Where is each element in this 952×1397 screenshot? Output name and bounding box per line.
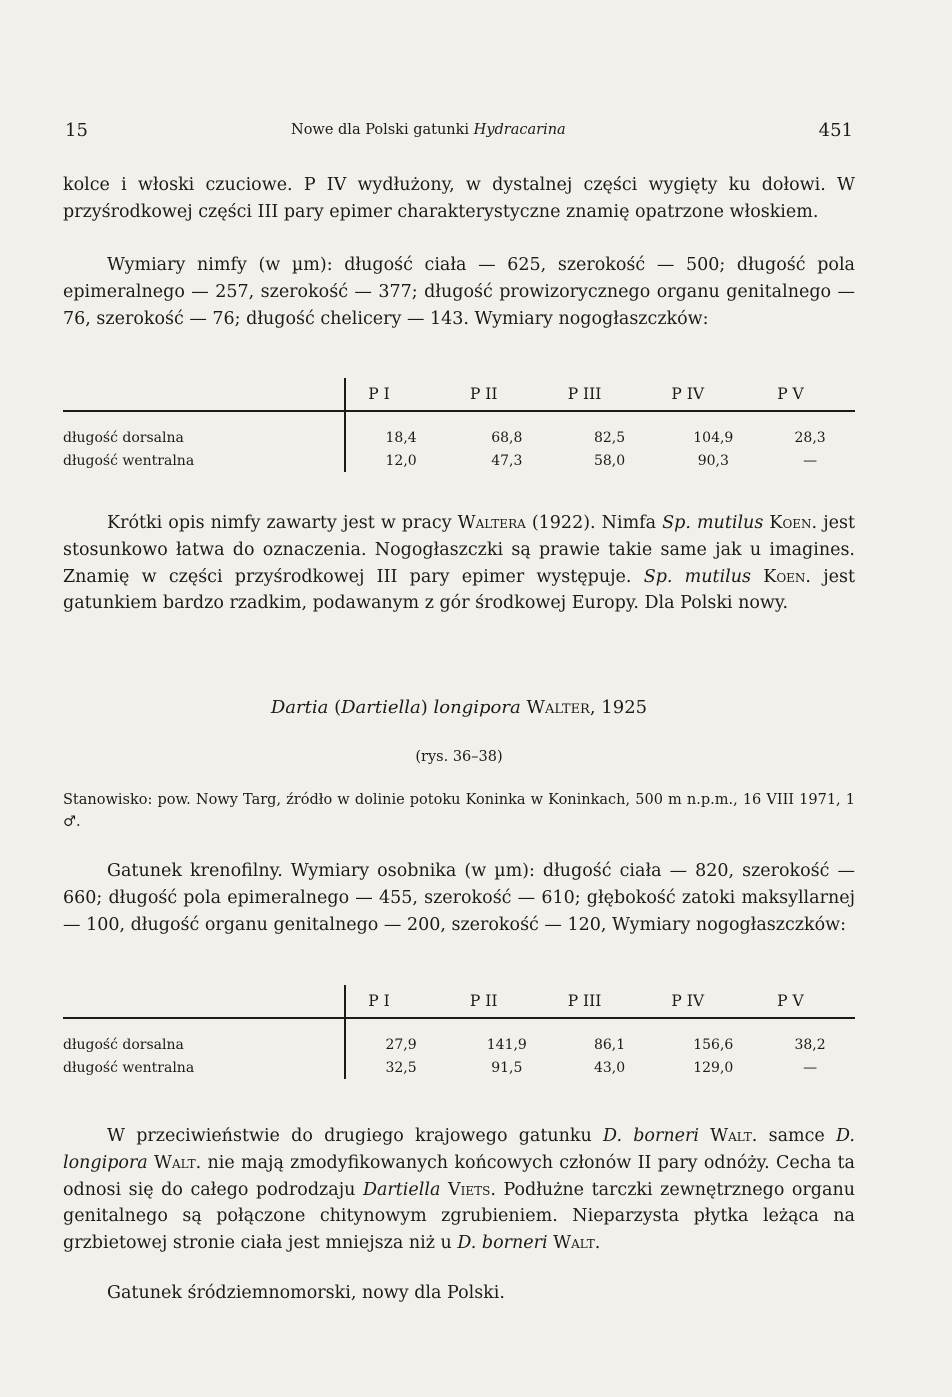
table-header-cell: P I (368, 385, 390, 403)
page-number-left: 15 (65, 120, 88, 141)
table-cell: 82,5 (593, 429, 626, 446)
running-title: Nowe dla Polski gatunki Hydracarina (291, 122, 566, 138)
author-name: Viets. (447, 1179, 496, 1200)
row-label: długość dorsalna (63, 1036, 184, 1053)
row-label: długość wentralna (63, 452, 195, 469)
paragraph-nymph-measurements: Wymiary nimfy (w µm): długość ciała — 625, szerokość — 500; długość pola epimeralnego — 257, szerokość — 377; długość prowizorycznego organu genitalnego — 76, szerokość — 76; długość chelicery — 143. Wymiary nogogłaszczków: (63, 255, 855, 329)
row-label: długość wentralna (63, 1059, 195, 1076)
species-name: D. borneri (603, 1126, 699, 1146)
table-header-cell: P IV (671, 992, 705, 1010)
table-cell: 129,0 (693, 1059, 734, 1076)
author-name: Walt. (154, 1152, 202, 1173)
table-cell: 32,5 (345, 1056, 456, 1079)
subgenus-name: Dartiella (362, 1179, 441, 1200)
table-cell: 27,9 (345, 1018, 456, 1056)
table-cell: 28,3 (794, 429, 826, 446)
table-header-cell: P II (469, 385, 498, 403)
table-cell: — (803, 452, 818, 469)
paragraph-distribution: Gatunek śródziemnomorski, nowy dla Polski. (107, 1283, 505, 1303)
page-number-right: 451 (818, 120, 853, 141)
table-header-cell: P II (469, 992, 498, 1010)
table-cell: 12,0 (345, 449, 456, 472)
author-name: Walt. (710, 1126, 758, 1146)
table-cell: 90,3 (697, 452, 729, 469)
figure-reference: (rys. 36–38) (415, 749, 503, 765)
table-row (63, 411, 855, 449)
table-header-cell: P III (567, 385, 602, 403)
species-name: Sp. mutilus (643, 566, 752, 587)
species-name: Sp. mutilus (662, 513, 764, 533)
table-cell: 156,6 (693, 1036, 734, 1053)
table-cell: 18,4 (345, 411, 456, 449)
table-cell: 104,9 (693, 429, 734, 446)
species-name: D. longipora (63, 1126, 855, 1173)
table-row (63, 1018, 855, 1056)
table-row (63, 1056, 855, 1079)
table-row (63, 449, 855, 472)
table-cell: 91,5 (491, 1059, 523, 1076)
table-header-cell: P III (567, 992, 602, 1010)
paragraph-nymph-description: kolce i włoski czuciowe. P IV wydłużony, w dystalnej części wygięty ku dołowi. W przyśrodkowej części III pary epimer charakterystyczne znamię opatrzone włoskiem. (63, 175, 855, 222)
species-heading: Dartia (Dartiella) longipora Walter, 1925 (270, 697, 648, 718)
table-cell: 68,8 (491, 429, 523, 446)
page-header (63, 120, 855, 142)
species-name: D. borneri (457, 1233, 548, 1254)
table-cell: 43,0 (593, 1059, 626, 1076)
table-cell: 58,0 (593, 452, 626, 469)
table-cell: 38,2 (794, 1036, 826, 1053)
table-cell: 141,9 (486, 1036, 527, 1053)
table-header-cell: P I (368, 992, 390, 1010)
author-name: Walt. (553, 1233, 601, 1254)
table-header-cell: P IV (671, 385, 705, 403)
table-cell: 86,1 (593, 1036, 626, 1053)
paragraph-comparison: W przeciwieństwie do drugiego krajowego gatunku D. borneri Walt. samce D. longipora Walt. nie mają zmodyfikowanych końcowych członów II pary odnóży. Cecha ta odnosi się do całego podrodzaju Dartiella Viets. Podłużne tarczki zewnętrznego organu genitalnego są połączone chitynowym zgrubieniem. Nieparzysta płytka leżąca na grzbietowej stronie ciała jest mniejsza niż u D. borneri Walt. (63, 1126, 855, 1254)
table-header-cell: P V (777, 992, 804, 1010)
author-name: Koen. (769, 513, 818, 533)
locality-record: Stanowisko: pow. Nowy Targ, źródło w dolinie potoku Koninka w Koninkach, 500 m n.p.m., 16 VIII 1971, 1 ♂. (63, 792, 855, 830)
row-label: długość dorsalna (63, 429, 184, 446)
paragraph-nymph-remarks: Krótki opis nimfy zawarty jest w pracy Waltera (1922). Nimfa Sp. mutilus Koen. jest stosunkowo łatwa do oznaczenia. Nogogłaszczki są prawie takie same jak u imagines. Znamię w części przyśrodkowej III pary epimer występuje. Sp. mutilus Koen. jest gatunkiem bardzo rzadkim, podawanym z gór środkowej Europy. Dla Polski nowy. (63, 513, 855, 614)
author-name: Koen. (763, 566, 811, 587)
pedipalp-table-nymph (63, 378, 855, 472)
author-name: Waltera (457, 513, 526, 533)
table-cell: — (803, 1059, 818, 1076)
table-header-cell: P V (777, 385, 804, 403)
table-cell: 47,3 (491, 452, 523, 469)
paragraph-specimen-measurements: Gatunek krenofilny. Wymiary osobnika (w µm): długość ciała — 820, szerokość — 660; długość pola epimeralnego — 455, szerokość — 610; głębokość zatoki maksyllarnej — 100, długość organu genitalnego — 200, szerokość — 120, Wymiary nogogłaszczków: (63, 861, 855, 935)
pedipalp-table-adult (63, 985, 855, 1079)
